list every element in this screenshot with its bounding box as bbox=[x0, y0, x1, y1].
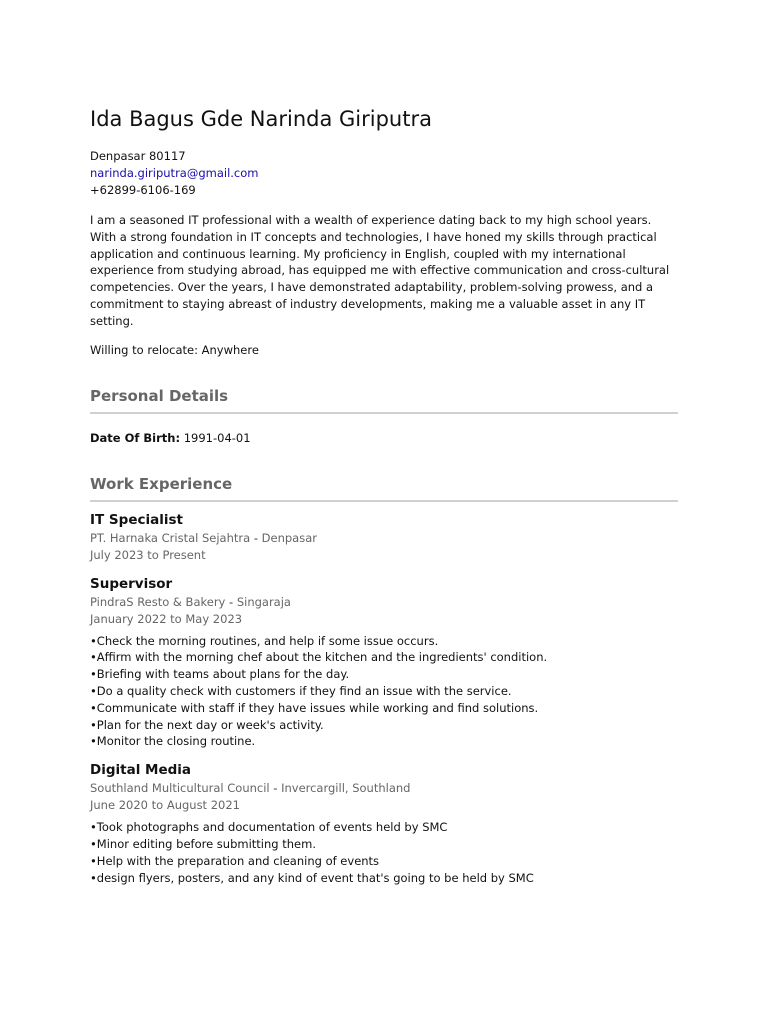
duty-item: • Do a quality check with customers if they find an issue with the service. bbox=[90, 683, 678, 700]
work-experience-heading: Work Experience bbox=[90, 474, 678, 502]
job-duties-list bbox=[90, 633, 678, 751]
email-link[interactable]: narinda.giriputra@gmail.com bbox=[90, 166, 259, 180]
date-of-birth bbox=[90, 430, 678, 447]
job-company-line bbox=[90, 780, 678, 797]
job-entry bbox=[90, 761, 678, 886]
job-dates: July 2023 to Present bbox=[90, 547, 206, 562]
duty-item: • Plan for the next day or week's activity. bbox=[90, 717, 678, 734]
job-entry bbox=[90, 575, 678, 751]
dob-value: 1991-04-01 bbox=[183, 430, 251, 445]
job-company-line bbox=[90, 594, 678, 611]
job-location: Denpasar bbox=[261, 530, 317, 545]
duty-item: • Affirm with the morning chef about the kitchen and the ingredients' condition. bbox=[90, 649, 678, 666]
job-separator: - bbox=[229, 594, 234, 609]
duty-item: • Help with the preparation and cleaning of events bbox=[90, 853, 678, 870]
duty-item: • Communicate with staff if they have issues while working and find solutions. bbox=[90, 700, 678, 717]
job-separator: - bbox=[253, 530, 258, 545]
dob-label: Date Of Birth: bbox=[90, 430, 181, 445]
job-title: Supervisor bbox=[90, 575, 173, 592]
job-company: Southland Multicultural Council bbox=[90, 781, 270, 796]
job-title: Digital Media bbox=[90, 762, 192, 779]
job-location: Singaraja bbox=[236, 594, 291, 609]
job-company: PT. Harnaka Cristal Sejahtra bbox=[90, 530, 251, 545]
job-company-line bbox=[90, 530, 678, 547]
location-text: Denpasar 80117 bbox=[90, 149, 186, 163]
duty-item: • design flyers, posters, and any kind of event that's going to be held by SMC bbox=[90, 870, 678, 887]
job-dates: June 2020 to August 2021 bbox=[90, 798, 240, 813]
personal-details-heading: Personal Details bbox=[90, 386, 678, 414]
job-title: IT Specialist bbox=[90, 511, 183, 528]
duty-item: • Took photographs and documentation of events held by SMC bbox=[90, 819, 678, 836]
job-dates: January 2022 to May 2023 bbox=[90, 611, 243, 626]
duty-item: • Monitor the closing routine. bbox=[90, 733, 678, 750]
duty-item: • Briefing with teams about plans for the day. bbox=[90, 666, 678, 683]
duty-item: • Minor editing before submitting them. bbox=[90, 836, 678, 853]
contact-block bbox=[90, 148, 678, 199]
job-location: Invercargill, Southland bbox=[281, 781, 411, 796]
phone-text: +62899-6106-169 bbox=[90, 183, 196, 197]
summary-text: I am a seasoned IT professional with a wealth of experience dating back to my high school years. With a strong foundation in IT concepts and technologies, I have honed my skills through practical application and continuous learning. My proficiency in English, coupled with my international experience from studying abroad, has equipped me with effective communication and cross-cultural competencies. Over the years, I have demonstrated adaptability, problem-solving prowess, and a commitment to staying abreast of industry developments, making me a valuable asset in any IT setting. bbox=[90, 213, 670, 328]
job-duties-list bbox=[90, 819, 678, 886]
job-entry bbox=[90, 511, 678, 564]
resume-page bbox=[90, 104, 678, 886]
relocate-text: Willing to relocate: Anywhere bbox=[90, 342, 259, 357]
duty-item: • Check the morning routines, and help if some issue occurs. bbox=[90, 633, 678, 650]
job-separator: - bbox=[273, 781, 278, 796]
job-company: PindraS Resto & Bakery bbox=[90, 594, 226, 609]
candidate-name: Ida Bagus Gde Narinda Giriputra bbox=[90, 107, 432, 131]
